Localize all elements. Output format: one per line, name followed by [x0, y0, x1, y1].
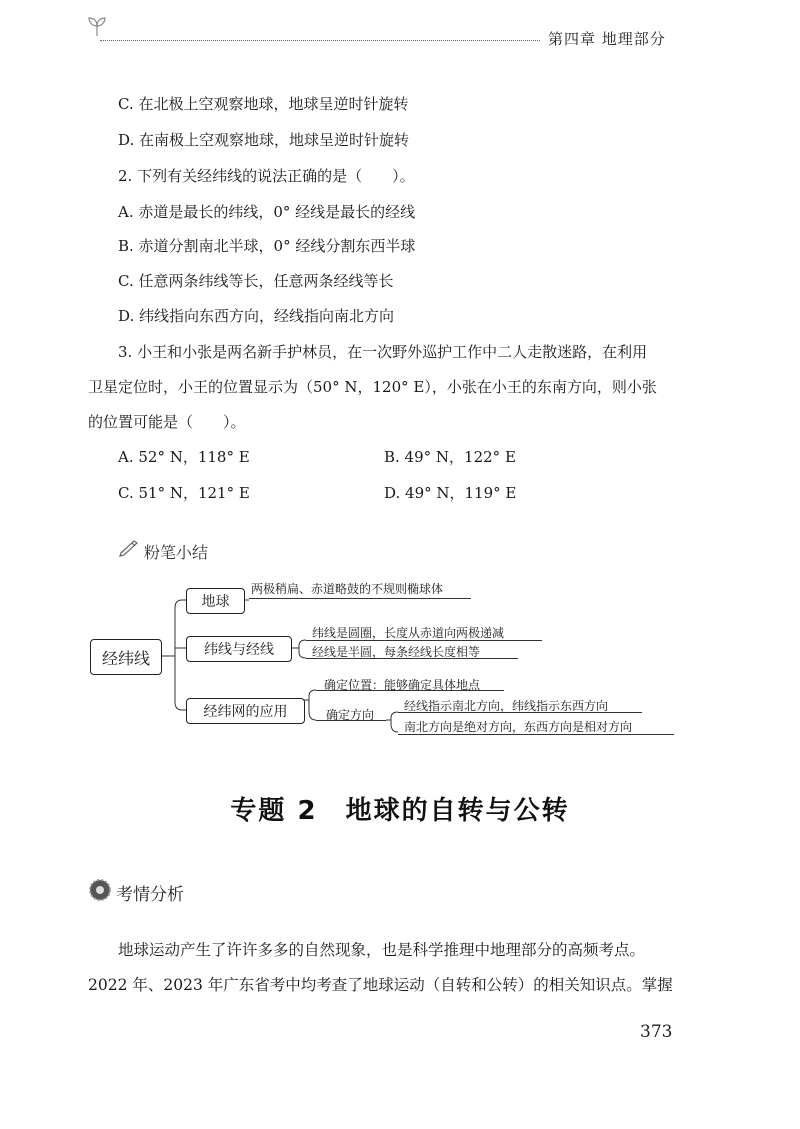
q1-option-c: C. 在北极上空观察地球，地球呈逆时针旋转 [118, 95, 409, 113]
q2-option-a: A. 赤道是最长的纬线，0° 经线是最长的经线 [118, 203, 416, 221]
summary-heading: 粉笔小结 [144, 543, 209, 562]
mindmap-underline [398, 712, 642, 713]
q3-option-d: D. 49° N，119° E [384, 484, 517, 502]
mindmap-underline [306, 640, 542, 641]
analysis-line-1: 地球运动产生了许许多多的自然现象，也是科学推理中地理部分的高频考点。 [118, 941, 646, 959]
q3-option-c: C. 51° N，121° E [118, 484, 250, 502]
mindmap-direction: 确定方向 [326, 708, 375, 722]
q3-option-b: B. 49° N，122° E [384, 448, 516, 466]
q2-stem: 2. 下列有关经纬线的说法正确的是（ ）。 [118, 167, 415, 185]
gear-badge-icon [88, 878, 112, 902]
mindmap-earth-desc: 两极稍扁、赤道略鼓的不规则椭球体 [251, 582, 444, 596]
mindmap-locate: 确定位置：能够确定具体地点 [324, 678, 481, 692]
q1-option-d: D. 在南极上空观察地球，地球呈逆时针旋转 [118, 131, 410, 149]
analysis-heading: 考情分析 [116, 885, 184, 905]
mindmap-node-lines: 纬线与经线 [186, 636, 292, 662]
q2-option-d: D. 纬线指向东西方向，经线指向南北方向 [118, 307, 395, 325]
mindmap-node-earth: 地球 [186, 588, 245, 614]
mindmap-underline [316, 720, 386, 721]
mindmap-underline [316, 690, 504, 691]
q3-stem-line-3: 的位置可能是（ ）。 [88, 413, 246, 431]
chapter-title: 第四章 地理部分 [548, 30, 666, 48]
mindmap-lon-desc: 经线是半圆，每条经线长度相等 [312, 645, 481, 659]
q3-stem-line-1: 3. 小王和小张是两名新手护林员，在一次野外巡护工作中二人走散迷路，在利用 [118, 343, 648, 361]
mindmap-node-grid: 经纬网的应用 [186, 698, 305, 724]
mindmap-lat-desc: 纬线是圆圈，长度从赤道向两极递减 [312, 626, 505, 640]
mindmap-dir-desc-2: 南北方向是绝对方向，东西方向是相对方向 [404, 720, 633, 734]
page-number: 373 [640, 1022, 673, 1042]
q2-option-c: C. 任意两条纬线等长，任意两条经线等长 [118, 272, 394, 290]
mindmap-root: 经纬线 [90, 639, 162, 675]
mindmap-underline [398, 734, 674, 735]
mindmap-dir-desc-1: 经线指示南北方向，纬线指示东西方向 [404, 699, 609, 713]
topic-title: 专题 2 地球的自转与公转 [230, 796, 570, 826]
q2-option-b: B. 赤道分割南北半球，0° 经线分割东西半球 [118, 237, 416, 255]
q3-stem-line-2: 卫星定位时，小王的位置显示为（50° N，120° E），小张在小王的东南方向，则小张 [88, 378, 657, 396]
analysis-line-2: 2022 年、2023 年广东省考中均考查了地球运动（自转和公转）的相关知识点。掌握 [88, 976, 673, 994]
q3-option-a: A. 52° N，118° E [118, 448, 250, 466]
mindmap-underline [249, 598, 471, 599]
mindmap-underline [306, 658, 518, 659]
